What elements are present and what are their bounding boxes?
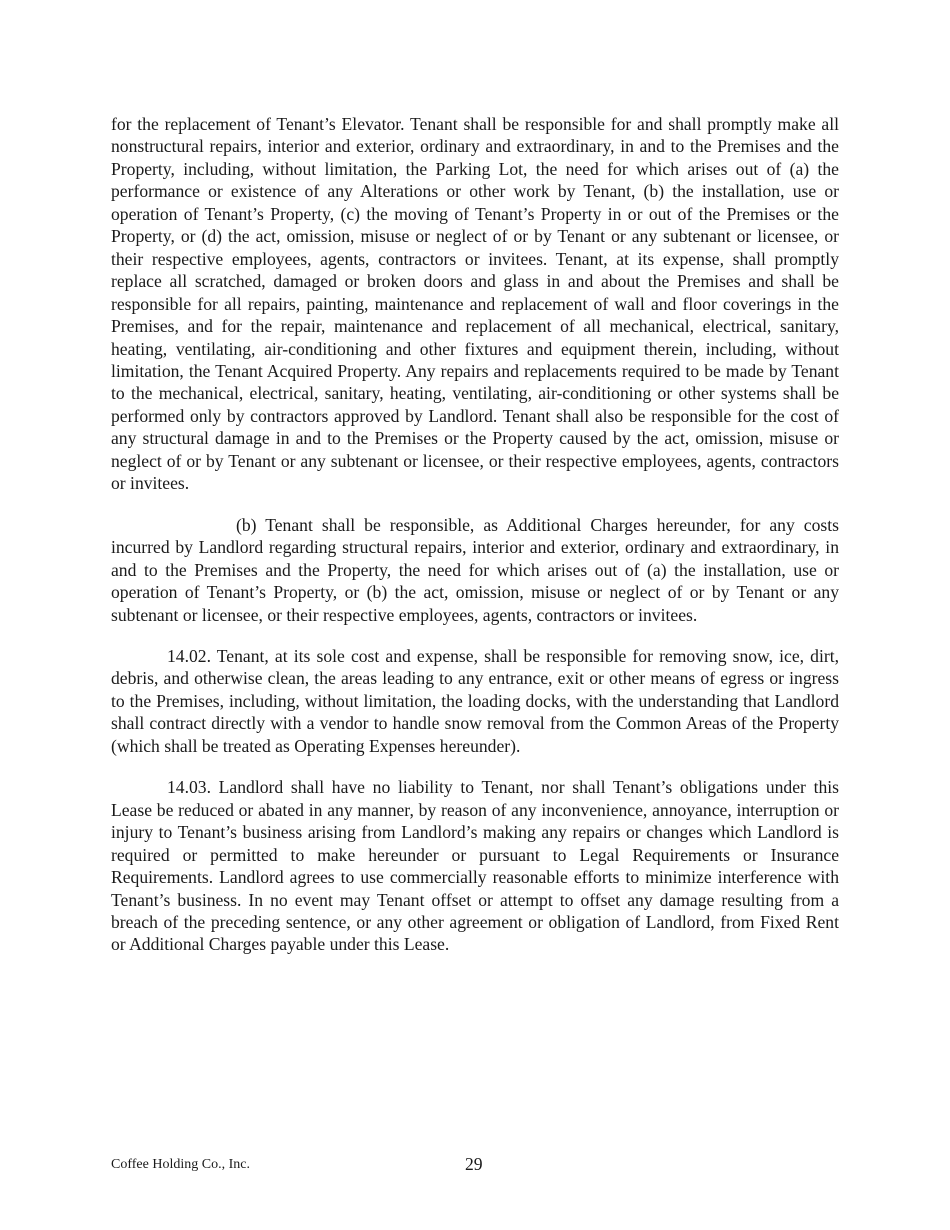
paragraph-continued-repairs: for the replacement of Tenant’s Elevator. Tenant shall be responsible for and shall promptly make all nonstructural repairs, interior and exterior, ordinary and extraordinary, in and to the Premises and the Property, including, without limitation, the Parking Lot, the need for which arises out of (a) the performance or existence of any Alterations or other work by Tenant, (b) the installation, use or operation of Tenant’s Property, (c) the moving of Tenant’s Property in or out of the Premises or the Property, or (d) the act, omission, misuse or neglect of or by Tenant or any subtenant or licensee, or their respective employees, agents, contractors or invitees. Tenant, at its expense, shall promptly replace all scratched, damaged or broken doors and glass in and about the Premises and shall be responsible for all repairs, painting, maintenance and replacement of wall and floor coverings in the Premises, and for the repair, maintenance and replacement of all mechanical, electrical, sanitary, heating, ventilating, air-conditioning and other fixtures and equipment therein, including, without limitation, the Tenant Acquired Property. Any repairs and replacements required to be made by Tenant to the mechanical, electrical, sanitary, heating, ventilating, air-conditioning or other systems shall be performed only by contractors approved by Landlord. Tenant shall also be responsible for the cost of any structural damage in and to the Premises or the Property caused by the act, omission, misuse or neglect of or by Tenant or any subtenant or licensee, or their respective employees, agents, contractors or invitees. <box>111 114 839 494</box>
page-number: 29 <box>465 1154 483 1174</box>
paragraph-section-14-02: 14.02. Tenant, at its sole cost and expense, shall be responsible for removing snow, ice, dirt, debris, and otherwise clean, the areas leading to any entrance, exit or other means of egress or ingress to the Premises, including, without limitation, the loading docks, with the understanding that Landlord shall contract directly with a vendor to handle snow removal from the Common Areas of the Property (which shall be treated as Operating Expenses hereunder). <box>111 645 839 756</box>
paragraph-section-14-03: 14.03. Landlord shall have no liability to Tenant, nor shall Tenant’s obligations under this Lease be reduced or abated in any manner, by reason of any inconvenience, annoyance, interruption or injury to Tenant’s business arising from Landlord’s making any repairs or changes which Landlord is required or permitted to make hereunder or pursuant to Legal Requirements or Insurance Requirements. Landlord agrees to use commercially reasonable efforts to minimize interference with Tenant’s business. In no event may Tenant offset or attempt to offset any damage resulting from a breach of the preceding sentence, or any other agreement or obligation of Landlord, from Fixed Rent or Additional Charges payable under this Lease. <box>111 777 839 955</box>
document-body <box>111 113 839 956</box>
footer-company-name: Coffee Holding Co., Inc. <box>111 1157 250 1172</box>
paragraph-subsection-b: (b) Tenant shall be responsible, as Additional Charges hereunder, for any costs incurred by Landlord regarding structural repairs, interior and exterior, ordinary and extraordinary, in and to the Premises and the Property, the need for which arises out of (a) the installation, use or operation of Tenant’s Property, or (b) the act, omission, misuse or neglect of or by Tenant or any subtenant or licensee, or their respective employees, agents, contractors or invitees. <box>111 514 839 625</box>
